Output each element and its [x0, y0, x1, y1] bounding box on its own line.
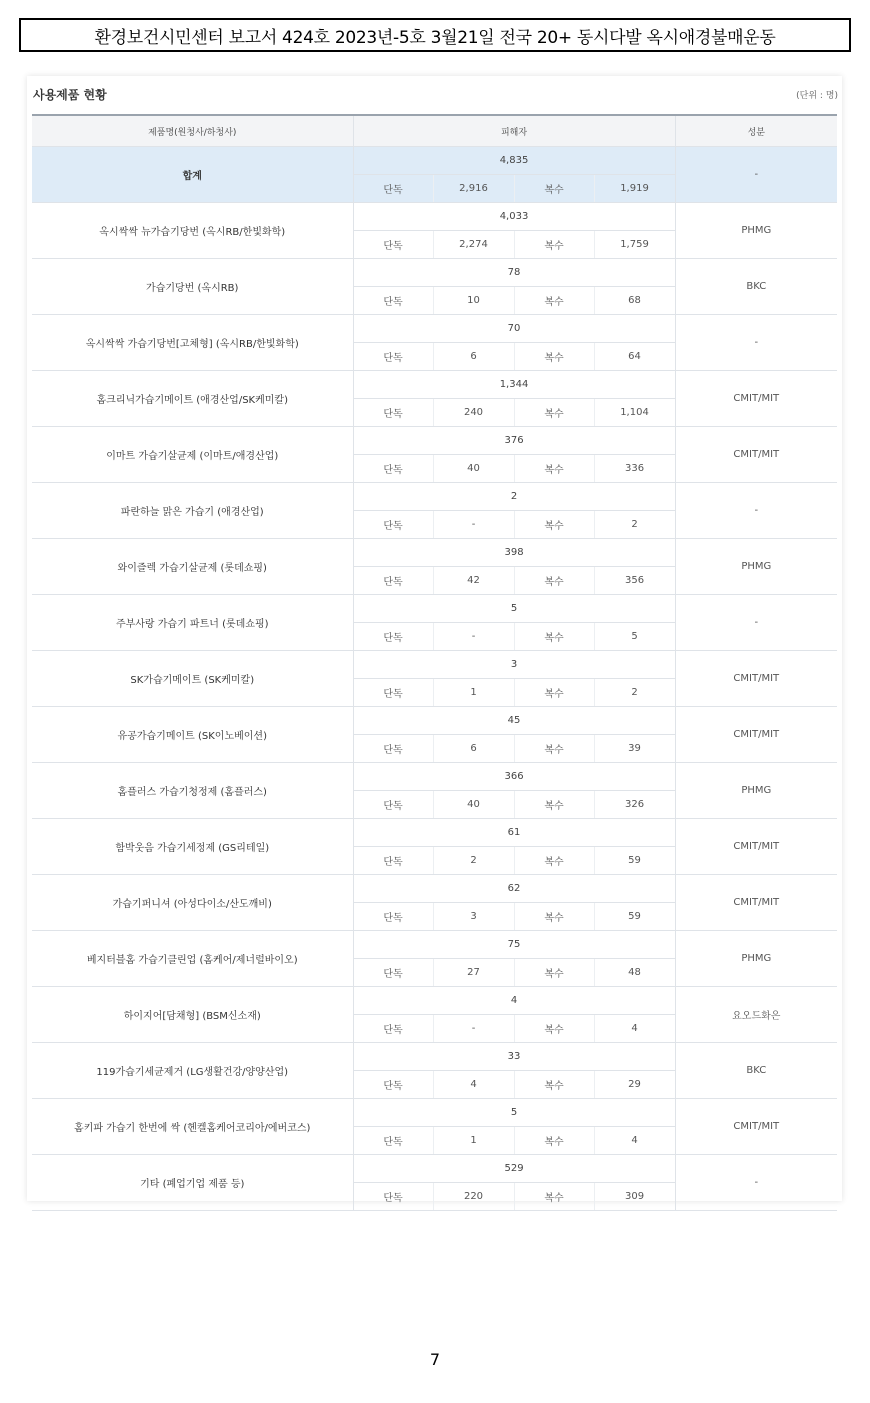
multiple-label: 복수	[514, 455, 594, 483]
multiple-count: 64	[594, 343, 675, 371]
victim-total: 33	[353, 1043, 675, 1071]
single-label: 단독	[353, 287, 433, 315]
panel-title: 사용제품 현황	[33, 88, 107, 102]
single-label: 단독	[353, 455, 433, 483]
single-count: -	[433, 623, 514, 651]
component: 요오드화은	[675, 987, 837, 1043]
table-row	[32, 819, 837, 847]
multiple-label: 복수	[514, 343, 594, 371]
victim-total: 5	[353, 595, 675, 623]
product-name: 베지터블홈 가습기클린업 (홈케어/제너럴바이오)	[32, 931, 353, 987]
component: CMIT/MIT	[675, 651, 837, 707]
victim-total: 529	[353, 1155, 675, 1183]
multiple-label: 복수	[514, 903, 594, 931]
table-row	[32, 483, 837, 511]
component: -	[675, 315, 837, 371]
single-count: 6	[433, 735, 514, 763]
table-row	[32, 371, 837, 399]
component: CMIT/MIT	[675, 707, 837, 763]
table-row	[32, 427, 837, 455]
product-usage-panel	[27, 76, 842, 1204]
multiple-label: 복수	[514, 623, 594, 651]
multiple-count: 309	[594, 1183, 675, 1211]
single-count: 3	[433, 903, 514, 931]
multiple-count: 336	[594, 455, 675, 483]
multiple-label: 복수	[514, 399, 594, 427]
component: CMIT/MIT	[675, 875, 837, 931]
single-count: 240	[433, 399, 514, 427]
product-name: 홈플러스 가습기청정제 (홈플러스)	[32, 763, 353, 819]
single-label: 단독	[353, 231, 433, 259]
victim-total: 366	[353, 763, 675, 791]
component: CMIT/MIT	[675, 1099, 837, 1155]
product-name: 주부사랑 가습기 파트너 (롯데쇼핑)	[32, 595, 353, 651]
table-row	[32, 203, 837, 231]
single-count: 40	[433, 791, 514, 819]
victim-total: 1,344	[353, 371, 675, 399]
victim-total: 398	[353, 539, 675, 567]
multiple-count: 356	[594, 567, 675, 595]
multiple-label: 복수	[514, 791, 594, 819]
multiple-count: 59	[594, 903, 675, 931]
product-name: 유공가습기메이트 (SK이노베이션)	[32, 707, 353, 763]
single-label: 단독	[353, 791, 433, 819]
multiple-label: 복수	[514, 567, 594, 595]
victim-total: 78	[353, 259, 675, 287]
victim-total: 70	[353, 315, 675, 343]
table-row	[32, 707, 837, 735]
table-row	[32, 539, 837, 567]
multiple-count: 5	[594, 623, 675, 651]
multiple-label: 복수	[514, 735, 594, 763]
victim-total: 376	[353, 427, 675, 455]
column-header-product: 제품명(원청사/하청사)	[32, 115, 353, 147]
single-count: -	[433, 511, 514, 539]
single-label: 단독	[353, 567, 433, 595]
component: -	[675, 147, 837, 203]
component: CMIT/MIT	[675, 819, 837, 875]
multiple-label: 복수	[514, 231, 594, 259]
victim-total: 4	[353, 987, 675, 1015]
table-row	[32, 875, 837, 903]
single-count: 1	[433, 1127, 514, 1155]
page-number: 7	[429, 1350, 441, 1369]
multiple-count: 4	[594, 1127, 675, 1155]
multiple-count: 1,759	[594, 231, 675, 259]
product-name: 옥시싹싹 가습기당번[고체형] (옥시RB/한빛화학)	[32, 315, 353, 371]
component: PHMG	[675, 763, 837, 819]
single-label: 단독	[353, 175, 433, 203]
single-label: 단독	[353, 959, 433, 987]
single-label: 단독	[353, 399, 433, 427]
single-label: 단독	[353, 1071, 433, 1099]
multiple-label: 복수	[514, 1127, 594, 1155]
product-name: 와이즐렉 가습기살균제 (롯데쇼핑)	[32, 539, 353, 595]
single-count: 4	[433, 1071, 514, 1099]
table-row	[32, 1099, 837, 1127]
column-header-victims: 피해자	[353, 115, 675, 147]
single-label: 단독	[353, 511, 433, 539]
multiple-count: 1,104	[594, 399, 675, 427]
multiple-label: 복수	[514, 679, 594, 707]
table-row	[32, 987, 837, 1015]
multiple-label: 복수	[514, 175, 594, 203]
single-count: 42	[433, 567, 514, 595]
single-count: 27	[433, 959, 514, 987]
product-name: 합계	[32, 147, 353, 203]
product-name: 하이지어[담채형] (BSM신소재)	[32, 987, 353, 1043]
single-count: 220	[433, 1183, 514, 1211]
victim-total: 4,033	[353, 203, 675, 231]
multiple-label: 복수	[514, 1071, 594, 1099]
multiple-count: 2	[594, 511, 675, 539]
component: -	[675, 1155, 837, 1211]
component: PHMG	[675, 203, 837, 259]
victim-total: 3	[353, 651, 675, 679]
victim-total: 75	[353, 931, 675, 959]
product-name: 가습기당번 (옥시RB)	[32, 259, 353, 315]
single-label: 단독	[353, 847, 433, 875]
multiple-count: 48	[594, 959, 675, 987]
victim-total: 5	[353, 1099, 675, 1127]
single-count: 40	[433, 455, 514, 483]
component: CMIT/MIT	[675, 427, 837, 483]
multiple-count: 68	[594, 287, 675, 315]
single-label: 단독	[353, 903, 433, 931]
multiple-label: 복수	[514, 959, 594, 987]
victim-total: 2	[353, 483, 675, 511]
unit-label: (단위 : 명)	[796, 91, 838, 101]
multiple-label: 복수	[514, 1015, 594, 1043]
sum-row	[32, 147, 837, 175]
single-label: 단독	[353, 679, 433, 707]
single-count: 10	[433, 287, 514, 315]
single-count: 2,274	[433, 231, 514, 259]
multiple-count: 1,919	[594, 175, 675, 203]
victim-total: 4,835	[353, 147, 675, 175]
single-label: 단독	[353, 1015, 433, 1043]
single-label: 단독	[353, 623, 433, 651]
table-row	[32, 315, 837, 343]
multiple-count: 2	[594, 679, 675, 707]
table-row	[32, 931, 837, 959]
product-name: 홈크리닉가습기메이트 (애경산업/SK케미칼)	[32, 371, 353, 427]
multiple-count: 29	[594, 1071, 675, 1099]
product-name: 119가습기세균제거 (LG생활건강/양양산업)	[32, 1043, 353, 1099]
component: -	[675, 483, 837, 539]
product-name: 함박웃음 가습기세정제 (GS리테일)	[32, 819, 353, 875]
single-count: 2	[433, 847, 514, 875]
table-body	[32, 147, 837, 1211]
multiple-count: 326	[594, 791, 675, 819]
component: BKC	[675, 259, 837, 315]
single-label: 단독	[353, 1127, 433, 1155]
table-row	[32, 763, 837, 791]
single-label: 단독	[353, 343, 433, 371]
multiple-label: 복수	[514, 287, 594, 315]
single-label: 단독	[353, 1183, 433, 1211]
multiple-count: 4	[594, 1015, 675, 1043]
single-label: 단독	[353, 735, 433, 763]
single-count: -	[433, 1015, 514, 1043]
single-count: 6	[433, 343, 514, 371]
single-count: 2,916	[433, 175, 514, 203]
victim-total: 45	[353, 707, 675, 735]
component: PHMG	[675, 931, 837, 987]
multiple-label: 복수	[514, 511, 594, 539]
component: BKC	[675, 1043, 837, 1099]
multiple-count: 59	[594, 847, 675, 875]
multiple-count: 39	[594, 735, 675, 763]
table-row	[32, 1155, 837, 1183]
component: -	[675, 595, 837, 651]
table-row	[32, 595, 837, 623]
product-name: 가습기퍼니셔 (아성다이소/산도깨비)	[32, 875, 353, 931]
product-name: 기타 (폐업기업 제품 등)	[32, 1155, 353, 1211]
table-row	[32, 651, 837, 679]
table-row	[32, 259, 837, 287]
component: PHMG	[675, 539, 837, 595]
victim-total: 61	[353, 819, 675, 847]
multiple-label: 복수	[514, 847, 594, 875]
product-name: 이마트 가습기살균제 (이마트/애경산업)	[32, 427, 353, 483]
table-header-row	[32, 115, 837, 147]
column-header-component: 성분	[675, 115, 837, 147]
component: CMIT/MIT	[675, 371, 837, 427]
report-header: 환경보건시민센터 보고서 424호 2023년-5호 3월21일 전국 20+ 동시다발 옥시애경불매운동	[19, 18, 851, 52]
product-name: 홈키파 가습기 한번에 싹 (헨켈홈케어코리아/에버코스)	[32, 1099, 353, 1155]
multiple-label: 복수	[514, 1183, 594, 1211]
product-usage-table	[32, 114, 837, 1211]
victim-total: 62	[353, 875, 675, 903]
single-count: 1	[433, 679, 514, 707]
product-name: SK가습기메이트 (SK케미칼)	[32, 651, 353, 707]
product-name: 옥시싹싹 뉴가습기당번 (옥시RB/한빛화학)	[32, 203, 353, 259]
product-name: 파란하늘 맑은 가습기 (애경산업)	[32, 483, 353, 539]
table-row	[32, 1043, 837, 1071]
